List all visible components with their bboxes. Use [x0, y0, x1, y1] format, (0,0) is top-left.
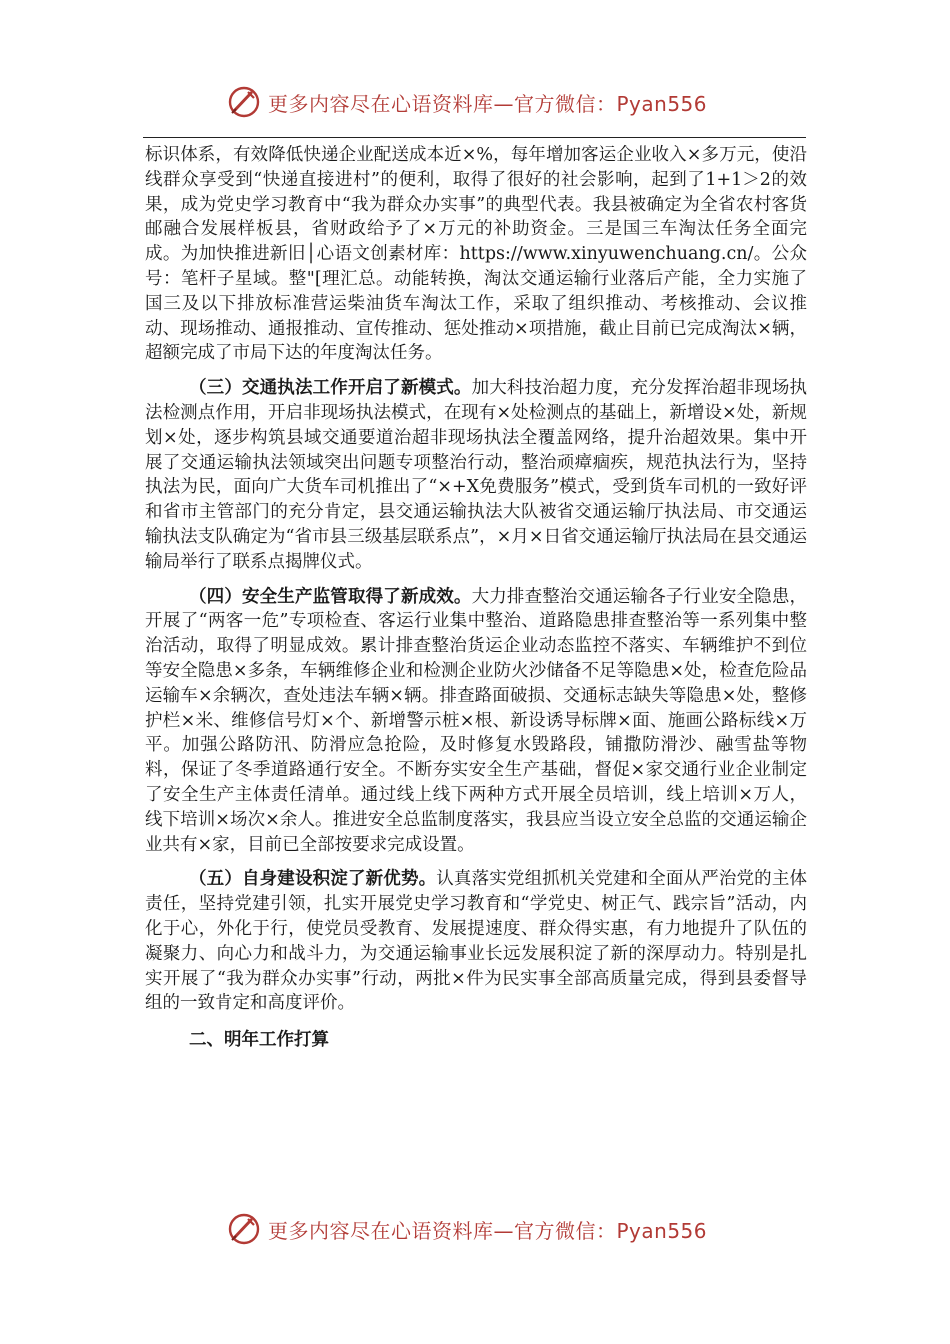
section-heading: 二、明年工作打算 [189, 1030, 329, 1051]
paragraph-4-text: 认真落实党组抓机关党建和全面从严治党的主体责任，坚持党建引领，扎实开展党史学习教育和“学党史、树正气、践宗旨”活动，内化于心，外化于行，使党员受教育、发展提速度、群众得实惠，有力地提升了队伍的凝聚力、向心力和战斗力，为交通运输事业长远发展积淀了新的深厚动力。特别是扎实开展了“我为群众办实事”行动，两批×件为民实事全部高质量完成，得到县委督导组的一致肯定和高度评价。 [145, 869, 807, 1014]
pen-logo-icon [226, 1211, 262, 1247]
paragraph-1-text: 标识体系，有效降低快递企业配送成本近×%，每年增加客运企业收入×多万元，使沿线群众享受到“快递直接进村”的便利，取得了很好的社会影响，起到了1+1＞2的效果，成为党史学习教育中“我为群众办实事”的典型代表。我县被确定为全省农村客货邮融合发展样板县，省财政给予了×万元的补助资金。三是国三车淘汰任务全面完成。为加快推进新旧│心语文创素材库：https://www.xinyuwenchuang.cn/。公众号：笔杆子星域。整"[理汇总。动能转换，淘汰交通运输行业落后产能，全力实施了国三及以下排放标准营运柴油货车淘汰工作，采取了组织推动、考核推动、会议推动、现场推动、通报推动、宣传推动、惩处推动×项措施，截止目前已完成淘汰×辆，超额完成了市局下达的年度淘汰任务。 [145, 145, 807, 364]
paragraph-2 [145, 376, 807, 574]
paragraph-1 [145, 143, 807, 366]
paragraph-3-text: 大力排查整治交通运输各子行业安全隐患，开展了“两客一危”专项检查、客运行业集中整治、道路隐患排查整治等一系列集中整治活动，取得了明显成效。累计排查整治货运企业动态监控不落实、车辆维护不到位等安全隐患×多条，车辆维修企业和检测企业防火沙储备不足等隐患×处，检查危险品运输车×余辆次，查处违法车辆×辆。排查路面破损、交通标志缺失等隐患×处，整修护栏×米、维修信号灯×个、新增警示桩×根、新设诱导标牌×面、施画公路标线×万平。加强公路防汛、防滑应急抢险，及时修复水毁路段，铺撒防滑沙、融雪盐等物料，保证了冬季道路通行安全。不断夯实安全生产基础，督促×家交通行业企业制定了安全生产主体责任清单。通过线上线下两种方式开展全员培训，线上培训×万人，线下培训×场次×余人。推进安全总监制度落实，我县应当设立安全总监的交通运输企业共有×家，目前已全部按要求完成设置。 [145, 586, 808, 855]
footer-banner-text: 更多内容尽在心语资料库—官方微信：Pyan556 [268, 1218, 708, 1243]
paragraph-2-text: 加大科技治超力度，充分发挥治超非现场执法检测点作用，开启非现场执法模式，在现有×处检测点的基础上，新增设×处，新规划×处，逐步构筑县域交通要道治超非现场执法全覆盖网络，提升治超效果。集中开展了交通运输执法领域突出问题专项整治行动，整治顽瘴痼疾，规范执法行为，坚持执法为民，面向广大货车司机推出了“×+X免费服务”模式，受到货车司机的一致好评和省市主管部门的充分肯定，县交通运输执法大队被省交通运输厅执法局、市交通运输执法支队确定为“省市县三级基层联系点”，×月×日省交通运输厅执法局在县交通运输局举行了联系点揭牌仪式。 [145, 378, 808, 572]
footer-banner [226, 1211, 707, 1247]
paragraph-4-lead: （五）自身建设积淀了新优势。 [189, 869, 437, 890]
header-banner-text: 更多内容尽在心语资料库—官方微信：Pyan556 [268, 91, 708, 116]
header-banner [226, 84, 707, 120]
paragraph-4 [145, 867, 807, 1016]
paragraph-3-lead: （四）安全生产监管取得了新成效。 [189, 586, 472, 607]
document-body [145, 143, 807, 1053]
header-divider [143, 137, 806, 138]
paragraph-2-lead: （三）交通执法工作开启了新模式。 [189, 378, 472, 399]
pen-logo-icon [226, 84, 262, 120]
paragraph-3 [145, 585, 807, 858]
